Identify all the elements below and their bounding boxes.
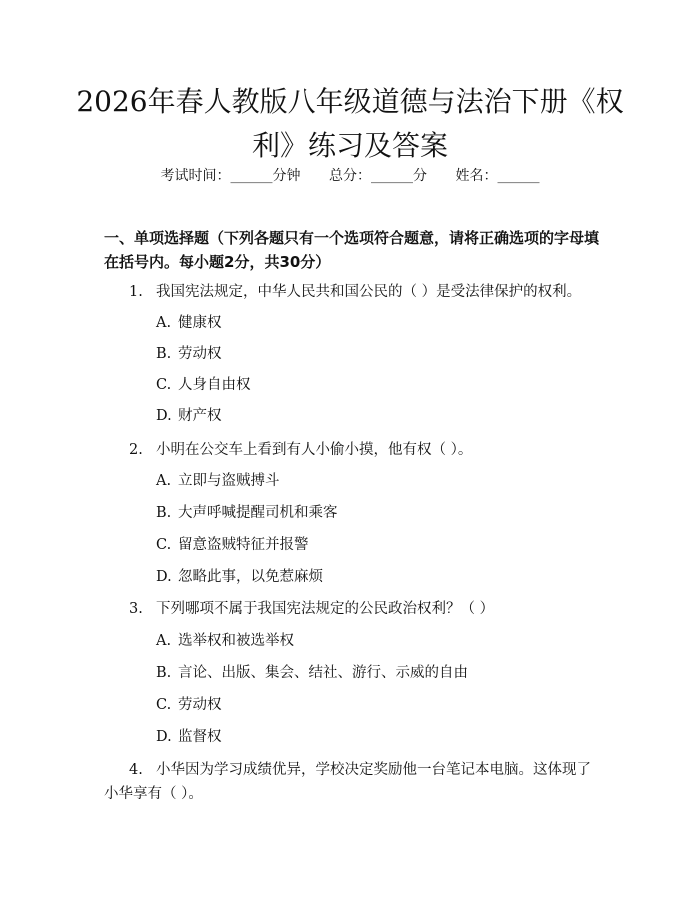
student-name-field: 姓名：______: [455, 168, 540, 184]
option-item: [156, 533, 309, 557]
option-letter: B.: [156, 505, 172, 521]
option-text: 选举权和被选举权: [178, 633, 294, 649]
option-letter: A.: [156, 315, 172, 331]
option-letter: C.: [156, 377, 172, 393]
option-item: [156, 469, 280, 493]
question-number: 1.: [129, 284, 143, 300]
option-item: [156, 725, 222, 749]
question-4: [104, 758, 604, 806]
exam-info-line: [0, 166, 700, 186]
option-text: 财产权: [178, 408, 222, 424]
option-text: 忽略此事，以免惹麻烦: [178, 569, 323, 585]
document-title: 2026年春人教版八年级道德与法治下册《权利》练习及答案: [76, 85, 624, 162]
question-1: [104, 280, 604, 304]
option-letter: A.: [156, 473, 172, 489]
question-number: 4.: [129, 762, 143, 778]
option-text: 健康权: [178, 315, 222, 331]
option-item: [156, 693, 222, 717]
option-text: 立即与盗贼搏斗: [178, 473, 280, 489]
question-number: 3.: [129, 601, 143, 617]
option-item: [156, 629, 294, 653]
exam-time-field: 考试时间：______分钟: [160, 168, 301, 184]
option-letter: A.: [156, 633, 172, 649]
question-number: 2.: [129, 442, 143, 458]
option-letter: D.: [156, 569, 172, 585]
option-item: [156, 661, 468, 685]
option-letter: B.: [156, 665, 172, 681]
option-letter: C.: [156, 697, 172, 713]
option-letter: D.: [156, 729, 172, 745]
option-text: 人身自由权: [178, 377, 251, 393]
total-score-field: 总分：______分: [329, 168, 427, 184]
option-item: [156, 342, 222, 366]
question-text: 小明在公交车上看到有人小偷小摸，他有权（ ）。: [156, 442, 473, 458]
option-text: 言论、出版、集会、结社、游行、示威的自由: [178, 665, 468, 681]
option-text: 大声呼喊提醒司机和乘客: [178, 505, 338, 521]
option-item: [156, 373, 251, 397]
option-letter: C.: [156, 537, 172, 553]
option-text: 监督权: [178, 729, 222, 745]
option-item: [156, 404, 222, 428]
option-text: 劳动权: [178, 346, 222, 362]
option-letter: B.: [156, 346, 172, 362]
option-letter: D.: [156, 408, 172, 424]
option-text: 劳动权: [178, 697, 222, 713]
question-text: 下列哪项不属于我国宪法规定的公民政治权利？（ ）: [156, 601, 495, 617]
option-item: [156, 501, 338, 525]
question-text: 我国宪法规定，中华人民共和国公民的（ ）是受法律保护的权利。: [156, 284, 582, 300]
option-item: [156, 311, 222, 335]
question-2: [104, 438, 604, 462]
question-text: 小华因为学习成绩优异，学校决定奖励他一台笔记本电脑。这体现了小华享有（ ）。: [104, 762, 591, 802]
option-text: 留意盗贼特征并报警: [178, 537, 309, 553]
section-header-single-choice: 一、单项选择题（下列各题只有一个选项符合题意，请将正确选项的字母填在括号内。每小题2分，共30分）: [104, 229, 600, 271]
question-3: [104, 597, 604, 621]
option-item: [156, 565, 323, 589]
